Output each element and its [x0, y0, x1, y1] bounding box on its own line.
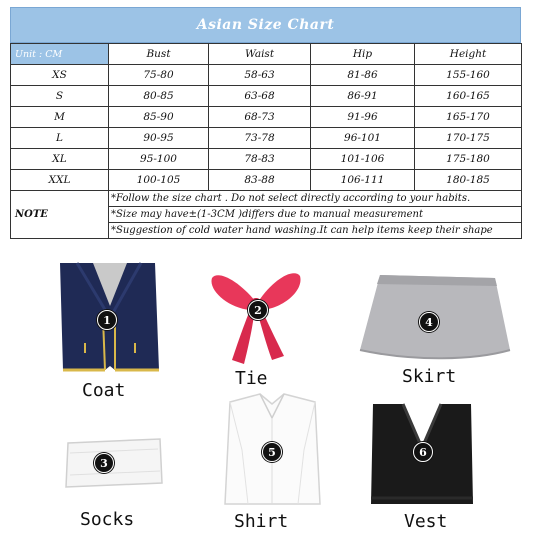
table-row	[11, 128, 522, 149]
item-label: Shirt	[234, 511, 289, 532]
socks-item	[60, 435, 165, 490]
note-line: *Follow the size chart . Do not select directly according to your habits.	[109, 191, 522, 207]
size-cell: XXL	[11, 170, 109, 191]
value-cell: 180-185	[415, 170, 522, 191]
table-row	[11, 107, 522, 128]
size-chart	[10, 7, 521, 239]
value-cell: 86-91	[311, 86, 415, 107]
skirt-item	[355, 270, 515, 365]
value-cell: 90-95	[109, 128, 209, 149]
size-table	[10, 43, 522, 239]
value-cell: 58-63	[209, 65, 311, 86]
column-header: Hip	[311, 44, 415, 65]
item-number-badge: 2	[248, 300, 268, 320]
table-row	[11, 65, 522, 86]
coat-item	[55, 258, 165, 378]
value-cell: 170-175	[415, 128, 522, 149]
column-header: Height	[415, 44, 522, 65]
note-row	[11, 191, 522, 207]
size-cell: XL	[11, 149, 109, 170]
item-label: Coat	[82, 380, 126, 401]
item-number-badge: 3	[94, 453, 114, 473]
value-cell: 83-88	[209, 170, 311, 191]
value-cell: 75-80	[109, 65, 209, 86]
note-line: *Suggestion of cold water hand washing.It can help items keep their shape	[109, 223, 522, 239]
value-cell: 101-106	[311, 149, 415, 170]
value-cell: 68-73	[209, 107, 311, 128]
note-label: NOTE	[11, 191, 109, 239]
value-cell: 78-83	[209, 149, 311, 170]
size-cell: S	[11, 86, 109, 107]
column-header: Waist	[209, 44, 311, 65]
table-row	[11, 86, 522, 107]
vest-item	[367, 400, 477, 508]
value-cell: 95-100	[109, 149, 209, 170]
table-row	[11, 170, 522, 191]
value-cell: 73-78	[209, 128, 311, 149]
value-cell: 85-90	[109, 107, 209, 128]
item-label: Tie	[235, 368, 268, 389]
table-header-row	[11, 44, 522, 65]
size-cell: M	[11, 107, 109, 128]
size-cell: XS	[11, 65, 109, 86]
item-number-badge: 5	[262, 442, 282, 462]
value-cell: 175-180	[415, 149, 522, 170]
value-cell: 91-96	[311, 107, 415, 128]
column-header: Bust	[109, 44, 209, 65]
item-label: Skirt	[402, 366, 457, 387]
value-cell: 160-165	[415, 86, 522, 107]
table-row	[11, 149, 522, 170]
value-cell: 96-101	[311, 128, 415, 149]
value-cell: 80-85	[109, 86, 209, 107]
item-label: Vest	[404, 511, 448, 532]
value-cell: 155-160	[415, 65, 522, 86]
value-cell: 106-111	[311, 170, 415, 191]
shirt-item	[220, 390, 325, 508]
note-line: *Size may have±(1-3CM )differs due to manual measurement	[109, 207, 522, 223]
item-number-badge: 1	[97, 310, 117, 330]
unit-label: Unit : CM	[11, 44, 109, 65]
item-label: Socks	[80, 509, 135, 530]
chart-title: Asian Size Chart	[10, 7, 521, 43]
value-cell: 100-105	[109, 170, 209, 191]
item-number-badge: 4	[419, 312, 439, 332]
tie-item	[208, 260, 304, 365]
item-number-badge: 6	[413, 442, 433, 462]
size-cell: L	[11, 128, 109, 149]
value-cell: 63-68	[209, 86, 311, 107]
value-cell: 81-86	[311, 65, 415, 86]
value-cell: 165-170	[415, 107, 522, 128]
